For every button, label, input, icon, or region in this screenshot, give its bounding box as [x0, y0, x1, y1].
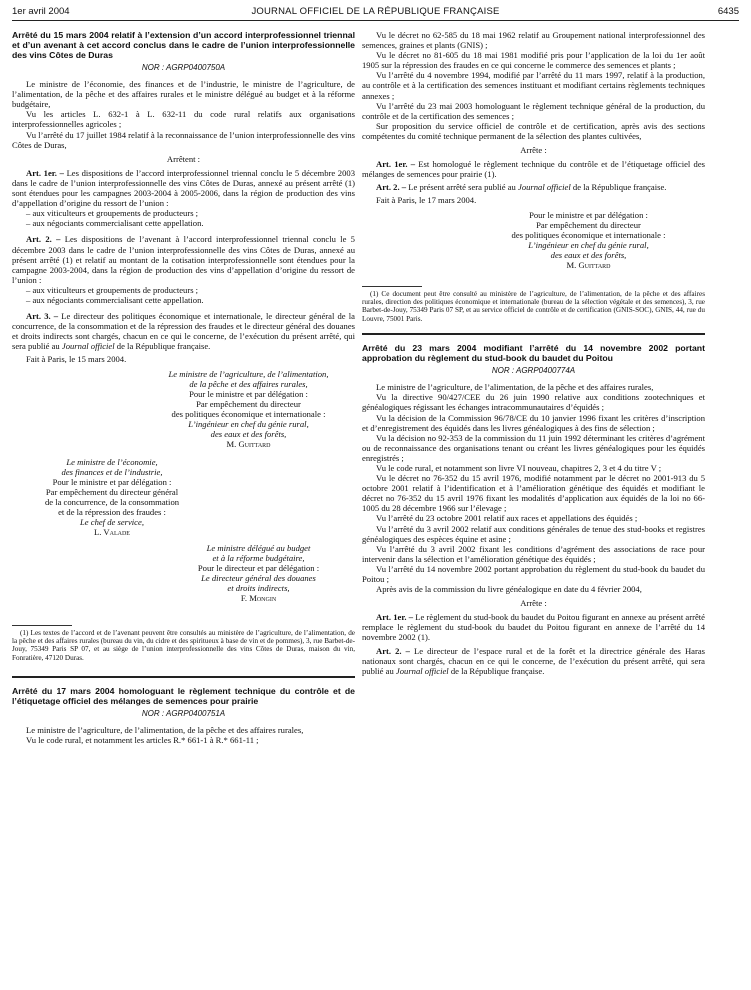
paragraph: Vu le décret no 62-585 du 18 mai 1962 relatif au Groupement national interprofessionnel des semences, graines et plants (GNIS) ; [362, 30, 705, 51]
paragraph: Vu l’arrêté du 4 novembre 1994, modifié par l’arrêté du 11 mars 1997, relatif à la production, au contrôle et à la certification des semences instituant et modifiant certains règlements techniques annexes ; [362, 70, 705, 101]
signature-line: des finances et de l’industrie, [61, 466, 163, 477]
article-label: Art. 2. – [376, 182, 407, 193]
article-text: Est homologué le règlement technique du contrôle et de l’étiquetage officiel des mélanges de semences pour prairie (1). [362, 159, 705, 180]
signature-line: et de la répression des fraudes : [58, 506, 166, 517]
article-1 [362, 159, 705, 179]
paragraph: Vu le code rural, et notamment son livre VI nouveau, chapitres 2, 3 et 4 du titre V ; [376, 462, 662, 473]
article-text: Le directeur des politiques économique et internationale, le directeur général de la concurrence, de la consommation et de la répression des fraudes et le directeur général des douanes et droits indirects sont chargés, chacun en ce qui le concerne, de l’exécution du présent arrêté, qui sera publié au [12, 311, 355, 352]
article-2 [12, 234, 355, 284]
footnote: (1) Les textes de l’accord et de l’avenant peuvent être consultés au ministère de l’agriculture, de l’alimentation, de la pêche et des affaires rurales (bureau du vin, du cidre et des spiritueux à base de vin et de pommes), 3, rue Barbet-de-Jouy, 75349 Paris SP 07, et au siège de l’union interprofessionnelle des vins Côtes de Duras, maison du vin, Fonratière, 47120 Duras. [12, 628, 355, 662]
signature-line: Le chef de service, [80, 516, 144, 527]
article-label: Art. 2. – [376, 645, 410, 656]
header-page-number: 6435 [717, 6, 739, 17]
signature-line: Pour le ministre et par délégation : [529, 209, 648, 220]
signature-line: Le ministre délégué au budget [206, 542, 311, 553]
bullet: – aux négociants commercialisant cette appellation. [26, 218, 204, 229]
article-2 [362, 182, 705, 192]
signature-line: Pour le ministre et par délégation : [189, 388, 308, 399]
paragraph: Vu la directive 90/427/CEE du 26 juin 1990 relative aux conditions zootechniques et généalogiques régissant les échanges intracommunautaires d’équidés ; [362, 392, 705, 413]
article-text: Les dispositions de l’accord interprofessionnel triennal conclu le 5 décembre 2003 dans le cadre de l’union interprofessionnelle des vins Côtes de Duras, annexé au présent arrêté (1) sont étendues pour les campagnes 2003-2004 à 2005-2006, dans la région de production des vins d’appellation d’origine du ressort de l’union : [12, 167, 355, 209]
paragraph: Vu le décret no 76-352 du 15 avril 1976, modifié notamment par le décret no 2001-913 du 5 octobre 2001 relatif à l’identification et à l’amélioration génétique des équidés et modifiant le décret no 76-352 du 15 avril 1976 fixant les modalités d’application aux équidés de la loi no 66-1005 du 28 décembre 1966 sur l’élevage ; [362, 473, 705, 514]
article-2 [362, 646, 705, 676]
signature-line: Le directeur général des douanes [201, 572, 316, 583]
decree-title-1: Arrêté du 15 mars 2004 relatif à l’extension d’un accord interprofessionnel triennal et d’un avenant à cet accord conclus dans le cadre de l’union interprofessionnelle des vins Côtes de Duras [12, 30, 355, 60]
decree-nor-2: NOR : AGRP0400751A [141, 709, 226, 719]
paragraph: Sur proposition du service officiel de contrôle et de certification, après avis des sections compétentes du comité technique permanent de la sélection des plantes cultivées, [362, 120, 705, 141]
paragraph: Vu le code rural, et notamment les articles R.* 661-1 à R.* 661-11 ; [26, 735, 259, 746]
signature-line: et droits indirects, [227, 582, 290, 593]
fait-a-paris: Fait à Paris, le 15 mars 2004. [26, 354, 127, 365]
signature-line: des eaux et des forêts, [550, 249, 627, 260]
paragraph: Vu l’arrêté du 23 mai 2003 homologuant le règlement technique général de la production, du contrôle et de la certification des semences ; [362, 100, 705, 121]
journal-officiel-ref: Journal officiel [518, 182, 571, 193]
signature-line: Pour le directeur et par délégation : [197, 562, 320, 573]
signature-line: Par empêchement du directeur [536, 219, 641, 230]
journal-officiel-ref: Journal officiel [61, 341, 115, 352]
signature-line: Par empêchement du directeur général [45, 486, 179, 497]
paragraph: Vu l’arrêté du 3 avril 2002 fixant les conditions d’agrément des associations de race pour intervenir dans la sélection et l’amélioration génétique des équidés ; [362, 543, 705, 564]
paragraph: Vu l’arrêté du 23 octobre 2001 relatif aux races et appellations des équidés ; [376, 513, 638, 524]
signatory-name: M. Guittard [226, 438, 271, 449]
header-journal-title: JOURNAL OFFICIEL DE LA RÉPUBLIQUE FRANÇAISE [251, 6, 500, 17]
footnote-rule [12, 625, 72, 626]
paragraph: Vu l’arrêté du 14 novembre 2002 portant approbation du règlement du stud-book du baudet du Poitou ; [362, 563, 705, 584]
paragraph: Vu les articles L. 632-1 à L. 632-11 du code rural relatifs aux organisations interprofessionnelles agricoles ; [12, 109, 355, 130]
paragraph: Vu le décret no 81-605 du 18 mai 1981 modifié pris pour l’application de la loi du 1er août 1905 sur la répression des fraudes en ce qui concerne le commerce des semences et plants ; [362, 50, 705, 71]
signature-block-budget [12, 543, 355, 603]
signature-line: Pour le ministre et par délégation : [52, 476, 172, 487]
article-label: Art. 1er. – [376, 612, 414, 623]
signature-block-agriculture [12, 369, 355, 449]
signature-line: L’ingénieur en chef du génie rural, [188, 418, 309, 429]
page-header [12, 6, 739, 20]
signature-line: L’ingénieur en chef du génie rural, [528, 239, 649, 250]
signature-block-agriculture [362, 210, 705, 270]
paragraph: Vu la décision de la Commission 96/78/CE du 10 janvier 1996 fixant les critères d’inscription et d’enregistrement des équidés dans les livres généalogiques à des fins de sélection ; [362, 412, 705, 433]
article-text: Les dispositions de l’avenant à l’accord interprofessionnel triennal conclu le 5 décembre 2003 dans le cadre de l’union interprofessionnelle des vins Côtes de Duras, annexé au présent arrêté (1) et relatif au montant de la cotisation interprofessionnelle sont étendues pour la campagne 2003-2004, dans la région de production des vins d’appellation d’origine du ressort de l’union : [12, 234, 355, 285]
bullet: – aux viticulteurs et groupements de producteurs ; [26, 284, 199, 295]
signature-line: de la concurrence, de la consommation [44, 496, 180, 507]
header-rule [12, 20, 739, 21]
left-column [12, 30, 355, 745]
right-column [362, 30, 705, 676]
article-label: Art. 1er. – [376, 159, 416, 170]
decree-nor-3: NOR : AGRP0400774A [491, 366, 576, 376]
signatory-name: L. Valade [94, 526, 130, 537]
decree-title-3: Arrêté du 23 mars 2004 modifiant l’arrêté du 14 novembre 2002 portant approbation du règlement du stud-book du baudet du Poitou [362, 343, 705, 364]
arretent-heading: Arrêtent : [166, 153, 201, 164]
signature-line: des eaux et des forêts, [210, 428, 287, 439]
article-1 [12, 168, 355, 208]
journal-officiel-ref: Journal officiel [395, 665, 449, 676]
paragraph: Vu l’arrêté du 17 juillet 1984 relatif à la reconnaissance de l’union interprofessionnelle des vins Côtes de Duras, [12, 129, 355, 150]
article-text: de la République française. [116, 341, 211, 352]
article-label: Art. 3. – [26, 311, 59, 322]
fait-a-paris: Fait à Paris, le 17 mars 2004. [376, 195, 477, 206]
signature-line: et à la réforme budgétaire, [212, 552, 305, 563]
decree-separator [12, 676, 355, 678]
article-text: Le directeur de l’espace rural et de la forêt et la directrice générale des Haras nationaux sont chargés, chacun en ce qui le concerne, de l’exécution du présent arrêté, qui sera publié au [362, 645, 705, 676]
bullet: – aux négociants commercialisant cette appellation. [26, 294, 204, 305]
arrete-heading: Arrête : [520, 598, 547, 609]
decree-separator [362, 333, 705, 335]
arrete-heading: Arrête : [520, 145, 547, 156]
signature-line: Le ministre de l’économie, [66, 456, 158, 467]
article-text: de la République française. [572, 182, 667, 193]
article-label: Art. 2. – [26, 234, 61, 245]
signatory-name: M. Guittard [566, 259, 611, 270]
paragraph: Vu l’arrêté du 3 avril 2002 relatif aux conditions générales de tenue des stud-books et registres généalogiques des espèces équine et asine ; [362, 523, 705, 544]
article-1 [362, 612, 705, 642]
signature-line: Par empêchement du directeur [196, 398, 301, 409]
paragraph: Le ministre de l’économie, des finances et de l’industrie, le ministre de l’agriculture, de l’alimentation, de la pêche et des affaires rurales et le ministre délégué au budget et à la réforme budgétaire, [12, 79, 355, 110]
signature-line: des politiques économique et internationale : [171, 408, 326, 419]
article-3 [12, 311, 355, 351]
signature-block-economie [12, 457, 212, 537]
decree-nor-1: NOR : AGRP0400750A [141, 63, 226, 72]
bullet: – aux viticulteurs et groupements de producteurs ; [26, 208, 199, 219]
paragraph: Après avis de la commission du livre généalogique en date du 4 février 2004, [376, 584, 642, 595]
article-text: Le présent arrêté sera publié au [408, 182, 516, 193]
signature-line: de la pêche et des affaires rurales, [189, 378, 308, 389]
article-text: de la République française. [450, 665, 545, 676]
footnote-rule [362, 286, 422, 287]
signature-line: des politiques économique et internationale : [511, 229, 666, 240]
article-label: Art. 1er. – [26, 167, 64, 178]
signature-line: Le ministre de l’agriculture, de l’alimentation, [168, 368, 329, 379]
decree-title-2: Arrêté du 17 mars 2004 homologuant le règlement technique du contrôle et de l’étiquetage officiel des mélanges de semences pour prairie [12, 686, 355, 707]
paragraph: Vu la décision no 92-353 de la commission du 11 juin 1992 déterminant les critères d’agrément ou de reconnaissance des organisations tenant ou créant les livres généalogiques pour les équidés enregistrés ; [362, 432, 705, 463]
article-text: Le règlement du stud-book du baudet du Poitou figurant en annexe au présent arrêté remplace le règlement du stud-book du baudet du Poitou figurant en annexe de l’arrêté du 14 novembre 2002 (1). [362, 612, 705, 643]
header-date: 1er avril 2004 [12, 6, 70, 17]
footnote: (1) Ce document peut être consulté au ministère de l’agriculture, de l’alimentation, de la pêche et des affaires rurales, direction des politiques économique et internationale (bureau de la sélection végétale et des semences), 3, rue Barbet-de-Jouy, 75349 Paris 07 SP, et au service officiel de contrôle et de certification (GNIS-SOC), GNIS, 44, rue du Louvre, 75001 Paris. [362, 289, 705, 323]
signatory-name: F. Mongin [240, 592, 277, 603]
paragraph: Le ministre de l’agriculture, de l’alimentation, de la pêche et des affaires rurales, [26, 725, 304, 736]
paragraph: Le ministre de l’agriculture, de l’alimentation, de la pêche et des affaires rurales, [376, 382, 654, 393]
